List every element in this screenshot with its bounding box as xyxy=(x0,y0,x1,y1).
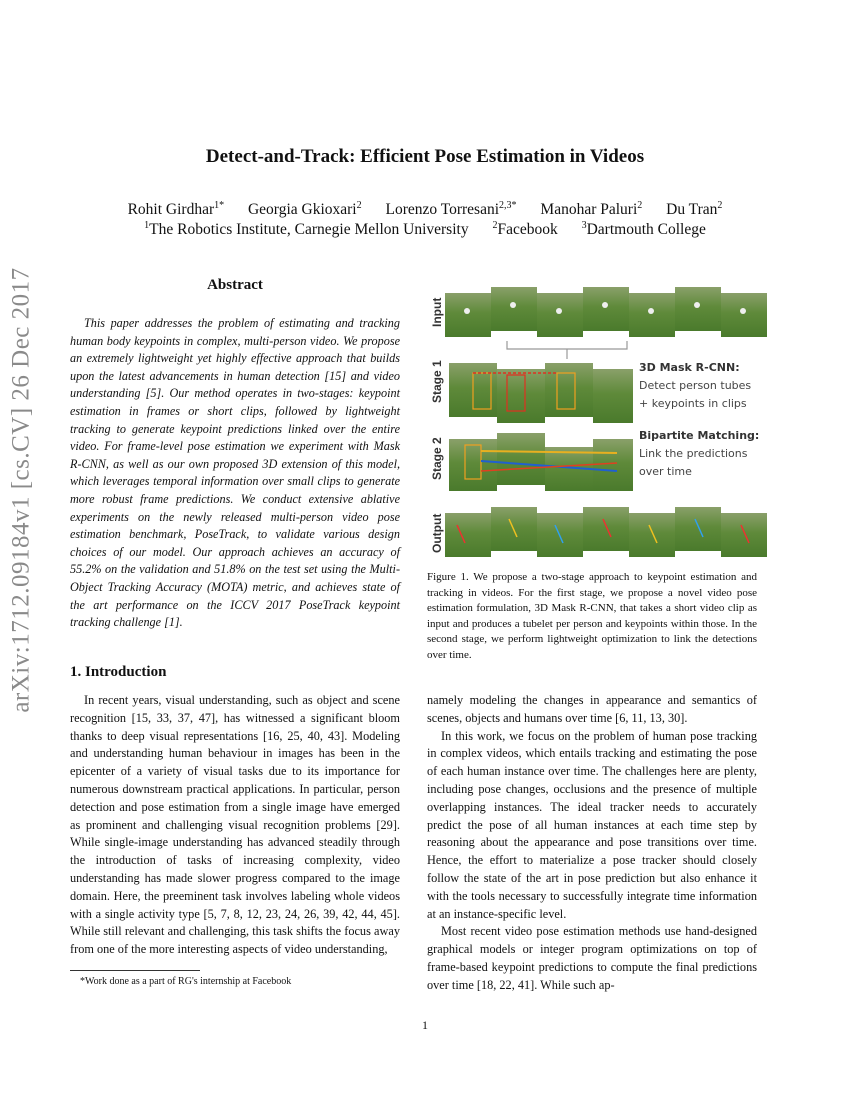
paragraph: namely modeling the changes in appearance and semantics of scenes, objects and humans over time [6, 11, 13, 30]. xyxy=(427,693,757,725)
footnote-rule xyxy=(70,970,200,971)
stage2-title: Bipartite Matching: xyxy=(639,429,760,442)
stage1-clips xyxy=(449,363,633,423)
section-heading: 1. Introduction xyxy=(70,664,167,680)
footnote: *Work done as a part of RG's internship at Facebook xyxy=(80,976,292,987)
stage2-clips xyxy=(449,433,633,491)
right-column xyxy=(427,692,757,995)
figure-1 xyxy=(427,275,767,560)
paragraph: In recent years, visual understanding, such as object and scene recognition [15, 33, 37, 47], has witnessed a significant bloom thanks to deep visual representations [16, 25, 40, 43]. Modeling and understanding human behaviour in images has been in the epicenter of a variety of visual tasks due to its importance for numerous downstream practical applications. In particular, person detection and pose estimation from a single image have emerged as prominent and challenging visual recognition problems [29]. While single-image understanding has advanced steadily through the introduction of tasks of increasing complexity, video understanding has made slower progress compared to the image domain. Here, the preeminent task involves labeling whole videos with a single activity type [5, 7, 8, 12, 23, 24, 26, 39, 42, 44, 45]. While still relevant and challenging, this task shifts the focus away from one of the more interesting aspects of video understanding, xyxy=(70,693,400,957)
row-label-stage1: Stage 1 xyxy=(430,360,444,403)
stage1-title: 3D Mask R-CNN: xyxy=(639,361,740,374)
affiliation: $^3$Dartmouth College xyxy=(581,220,706,239)
affiliation-list xyxy=(0,220,850,239)
stage1-line: Detect person tubes xyxy=(639,379,752,392)
row-label-input: Input xyxy=(430,297,444,327)
author: Manohar Paluri$^2$ xyxy=(540,200,643,219)
stage1-line: + keypoints in clips xyxy=(639,397,747,410)
row-label-output: Output xyxy=(430,513,444,553)
intro-column xyxy=(70,692,400,959)
stage2-line: over time xyxy=(639,465,692,478)
arxiv-stamp: arXiv:1712.09184v1 [cs.CV] 26 Dec 2017 xyxy=(8,267,36,713)
affiliation: $^2$Facebook xyxy=(492,220,558,239)
author-list xyxy=(0,200,850,219)
abstract-text: This paper addresses the problem of estimating and tracking human body keypoints in complex, multi-person video. We propose an extremely lightweight yet highly effective approach that builds upon the latest advancements in human detection [15] and video understanding [5]. Our method operates in two-stages: keypoint estimation in frames or short clips, followed by lightweight tracking to generate keypoint predictions linked over the entire video. For frame-level pose estimation we experiment with Mask R-CNN, as well as our own proposed 3D extension of this model, which leverages temporal information over small clips to generate more robust frame predictions. We conduct extensive ablative experiments on the newly released multi-person video pose estimation benchmark, PoseTrack, to validate various design choices of our model. Our approach achieves an accuracy of 55.2% on the validation and 51.8% on the test set using the Multi-Object Tracking Accuracy (MOTA) metric, and achieves state of the art performance on the ICCV 2017 PoseTrack keypoint tracking challenge [1]. xyxy=(70,316,400,630)
abstract-heading: Abstract xyxy=(207,277,263,293)
author: Du Tran$^2$ xyxy=(666,200,723,219)
figure-caption: Figure 1. We propose a two-stage approach to keypoint estimation and tracking in videos. For the first stage, we propose a novel video pose estimation formulation, 3D Mask R-CNN, that takes a short video clip as input and produces a tubelet per person and keypoints within those. In the second stage, we perform lightweight optimization to link the detections over time. xyxy=(427,571,757,661)
paragraph: Most recent video pose estimation methods use hand-designed graphical models or integer program optimizations on top of frame-based keypoint predictions to compute the final predictions over time [18, 22, 41]. While such ap- xyxy=(427,924,757,992)
stage2-line: Link the predictions xyxy=(639,447,748,460)
author: Rohit Girdhar$^{1*}$ xyxy=(127,200,225,219)
paper-title: Detect-and-Track: Efficient Pose Estimation in Videos xyxy=(205,146,645,167)
output-frames xyxy=(445,507,767,557)
paragraph: In this work, we focus on the problem of human pose tracking in complex videos, which entails tracking and estimating the pose of each human instance over time. The challenges here are plenty, including pose changes, occlusions and the presence of multiple overlapping instances. The ideal tracker needs to accurately predict the pose of all human instances at each time step by reasoning about the appearance and pose transitions over time. Hence, the effort to materialize a pose tracker should closely follow the state of the art in pose prediction but also enhance it with the tools necessary to successfully integrate time information at an instance-specific level. xyxy=(427,728,757,921)
author: Lorenzo Torresani$^{2,3*}$ xyxy=(385,200,517,219)
author: Georgia Gkioxari$^2$ xyxy=(247,200,362,219)
input-frames xyxy=(445,287,767,337)
row-label-stage2: Stage 2 xyxy=(430,437,444,480)
affiliation: $^1$The Robotics Institute, Carnegie Mellon University xyxy=(144,220,469,239)
page-number: 1 xyxy=(422,1018,428,1032)
